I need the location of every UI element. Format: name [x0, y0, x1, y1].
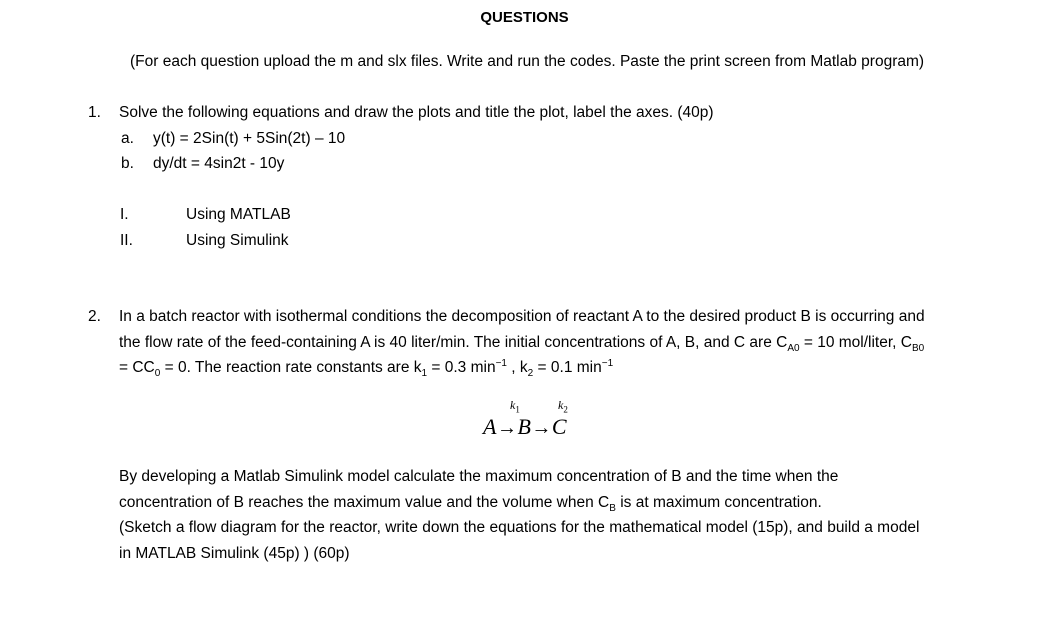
instructions: (For each question upload the m and slx files. Write and run the codes. Paste the print screen from Matlab program)	[130, 53, 925, 70]
method-1-text: Using MATLAB	[186, 206, 291, 223]
item-a-letter: a.	[121, 130, 134, 147]
item-b-letter: b.	[121, 155, 134, 172]
question-1-text: Solve the following equations and draw the plots and title the plot, label the axes. (40p)	[119, 104, 714, 121]
question-1-number: 1.	[88, 104, 101, 121]
q2-para2-line-1: By developing a Matlab Simulink model calculate the maximum concentration of B and the time when the	[119, 468, 839, 485]
q2-para2-line-4: in MATLAB Simulink (45p) ) (60p)	[119, 544, 350, 562]
q2-line-3: = $CC_0 = 0$. The reaction rate constants are $k_1 = 0.3$ $\min^{-1}$ , $k_2 = 0.1$ $\min^{-1}$	[119, 357, 614, 380]
page-title: QUESTIONS	[480, 9, 569, 26]
question-2-paragraph-1	[119, 304, 1019, 381]
method-2-text: Using Simulink	[186, 232, 289, 249]
method-1-numeral: I.	[120, 206, 129, 223]
question-2-number: 2.	[88, 308, 101, 325]
rate-constant-k1: $k_1$	[510, 398, 520, 415]
rate-constant-k2: $k_2$	[558, 398, 568, 415]
q2-line-2: the flow rate of the feed-containing A is 40 liter/min. The initial concentrations of A, B, and C are $C_{A0} = 10$ mol/liter, $C_{B0}$	[119, 333, 925, 354]
item-a-equation: y(t) = 2Sin(t) + 5Sin(2t) – 10	[153, 130, 346, 147]
reaction-equation	[480, 398, 610, 442]
reaction-scheme: A→B→C	[483, 414, 568, 439]
question-2-paragraph-2	[119, 464, 1019, 566]
method-2-numeral: II.	[120, 232, 133, 249]
q2-line-1: In a batch reactor with isothermal conditions the decomposition of reactant A to the desired product B is occurring and	[119, 308, 925, 325]
item-b-equation: dy/dt = 4sin2t - 10y	[153, 155, 285, 172]
q2-para2-line-2: concentration of B reaches the maximum value and the volume when $C_B$ is at maximum concentration.	[119, 493, 822, 514]
q2-para2-line-3: (Sketch a flow diagram for the reactor, write down the equations for the mathematical model (15p), and build a model	[119, 519, 920, 536]
